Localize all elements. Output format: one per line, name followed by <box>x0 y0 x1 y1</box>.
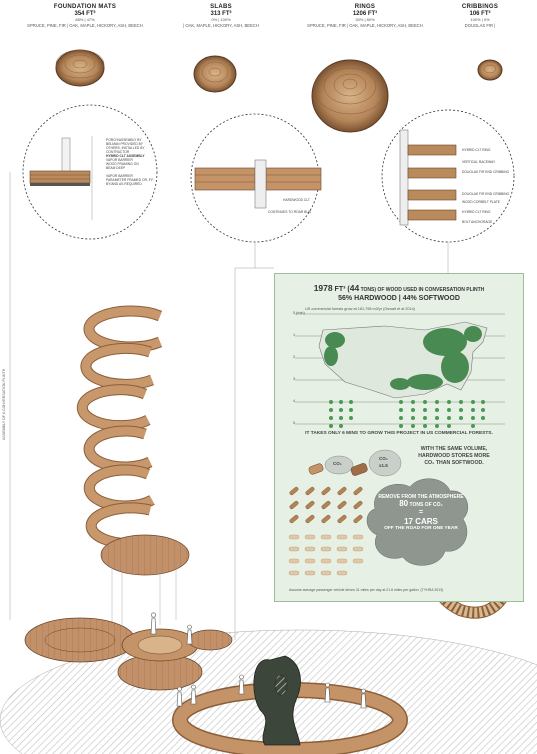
header-species: DOUGLAS FIR | <box>464 23 496 28</box>
minute-tick: 1 <box>293 333 296 337</box>
minute-tick: 4 <box>293 399 296 403</box>
map-caption: US commercial forests grow at 181,798 m3/yr (Oswalt et al 2014) <box>305 307 415 311</box>
six-mins-statement: IT TAKES ONLY 6 MINS TO GROW THIS PROJECT IN US COMMERCIAL FORESTS. <box>305 431 493 436</box>
detail-label: VAPOR BARRIER <box>106 174 133 178</box>
detail-circle-rings <box>382 110 514 242</box>
detail-label: HYBRID CLT ASSEMBLY <box>106 154 145 158</box>
header-species: SPRUCE, PINE, FIR | OAK, MAPLE, HICKORY, ASH, BEECH <box>27 23 143 28</box>
header-title: FOUNDATION MATS <box>53 4 117 10</box>
detail-label: DOUGLAS FIR END CRIBBING <box>462 170 510 174</box>
ring-assembly <box>82 311 189 632</box>
remove-text: REMOVE FROM THE ATMOSPHERE 80 TONS OF CO₂ = 17 CARS OFF THE ROAD FOR ONE YEAR <box>378 494 464 531</box>
detail-label: HARDWOOD CLT <box>283 198 310 202</box>
assembly-label: ASSEMBLY OF A CONVERSATION PLINTH <box>2 368 6 440</box>
detail-label: BOLT ANCHORAGE <box>462 220 493 224</box>
detail-label: OTHERS, INSTALLED BY <box>106 146 145 150</box>
detail-label: CONTINUES TO ROAR BUS <box>268 210 311 214</box>
detail-label: CONTRACTOR <box>106 150 130 154</box>
log-foundation-mats <box>56 50 104 86</box>
header-species: | OAK, MAPLE, HICKORY, ASH, BEECH <box>183 23 259 28</box>
detail-circle-slabs <box>191 114 321 242</box>
header-volume: 313 FT³ <box>210 11 232 17</box>
detail-label: BEAM DEEP <box>106 166 126 170</box>
detail-label: BELMAN PROVIDED BY <box>106 142 144 146</box>
co2-small-label: CO₂ <box>333 461 342 466</box>
co2-cloud-small <box>308 456 353 475</box>
footnote: Assume average passenger vehicle drives 31 miles per day at 21.6 miles per gallon. (TYHRA 2013) <box>289 588 444 592</box>
header-title: CRIBBINGS <box>461 4 499 10</box>
detail-label: WOOD FRAMING ON <box>106 162 139 166</box>
header-title: RINGS <box>354 4 376 10</box>
ring-layer <box>89 431 150 467</box>
detail-label: HYBRID CLT RING <box>462 210 491 214</box>
ring-layer <box>89 311 160 347</box>
co2-multiplier: x1.5 <box>379 463 388 468</box>
detail-label: BY/AND AS REQUIRED <box>106 182 142 186</box>
co2-cloud-large <box>350 450 401 476</box>
header-pct: 30% | 80% <box>355 17 375 22</box>
info-panel <box>274 273 524 602</box>
ring-layer <box>82 390 148 426</box>
header-pct: 0% | 100% <box>211 17 231 22</box>
sculpture-hole <box>275 675 287 695</box>
minute-tick: 5 <box>293 421 296 425</box>
wood-pieces-array <box>289 486 363 575</box>
log-cribbings <box>478 60 502 80</box>
header-volume: 106 FT³ <box>469 11 491 17</box>
detail-label: VERTICAL RACEWAY <box>462 160 496 164</box>
header-pct: 85% | 47% <box>75 17 95 22</box>
co2-large-label: CO₂ <box>379 456 388 461</box>
detail-label: VAPOR BARRIER <box>106 158 133 162</box>
header-volume: 354 FT³ <box>74 11 96 17</box>
minute-tick: 0 (min) <box>293 311 305 315</box>
panel-line1: 1978 FT³ (44 TONS) OF WOOD USED IN CONVERSATION PLINTH <box>313 283 485 293</box>
detail-label: PORCH/ASSEMBLY BY <box>106 138 142 142</box>
log-slabs <box>194 56 236 92</box>
panel-line2: 56% HARDWOOD | 44% SOFTWOOD <box>338 295 460 302</box>
log-rings <box>312 60 388 132</box>
ring-layer <box>89 470 152 506</box>
detail-label: HYBRID CLT RING <box>462 148 491 152</box>
detail-label: DOUGLAS FIR END CRIBBING <box>462 192 510 196</box>
detail-label: WOOD CORBELT PLATE <box>462 200 500 204</box>
ring-layer <box>86 348 152 384</box>
header-title: SLABS <box>210 4 232 10</box>
detail1-labels <box>106 138 166 186</box>
detail-label: PARAMETER FRAMED OR, F.F. <box>106 178 154 182</box>
minute-tick: 2 <box>293 355 296 359</box>
growth-dots <box>329 400 485 428</box>
same-volume-text: WITH THE SAME VOLUME, HARDWOOD STORES MORE CO₂ THAN SOFTWOOD. <box>418 446 490 466</box>
minute-tick: 3 <box>293 377 296 381</box>
header-volume: 1206 FT³ <box>352 11 378 17</box>
header-pct: 100% | 0% <box>470 17 490 22</box>
header-species: SPRUCE, PINE, FIR | OAK, MAPLE, HICKORY, ASH, BEECH <box>307 23 423 28</box>
